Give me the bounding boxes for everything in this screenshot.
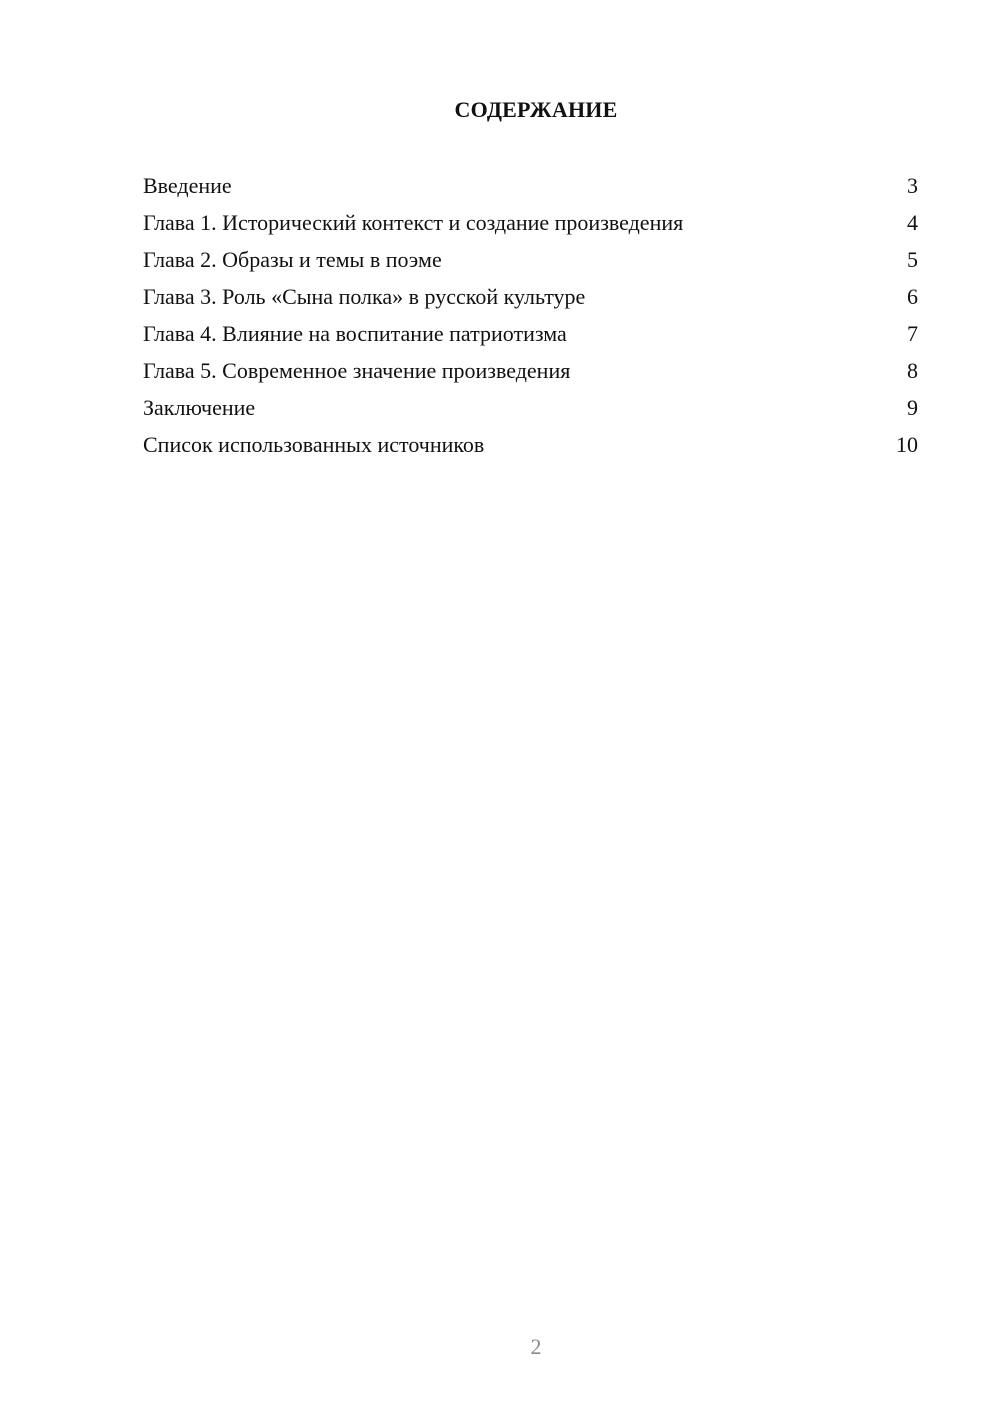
toc-entry-introduction [143,167,918,204]
toc-entry-page: 9 [907,395,918,420]
toc-entry-page: 8 [907,358,918,383]
page-number: 2 [530,1334,542,1359]
toc-entry-references [143,426,918,463]
toc-entry-label: Глава 1. Исторический контекст и создание произведения [143,210,684,235]
table-of-contents [143,167,918,463]
toc-entry-conclusion [143,389,918,426]
toc-entry-label: Список использованных источников [143,432,485,457]
toc-entry-label: Глава 5. Современное значение произведения [143,358,571,383]
toc-entry-label: Глава 3. Роль «Сына полка» в русской культуре [143,284,586,309]
toc-entry-label: Глава 2. Образы и темы в поэме [143,247,442,272]
toc-entry-chapter-4 [143,315,918,352]
toc-entry-page: 6 [907,284,918,309]
toc-entry-page: 7 [907,321,918,346]
toc-entry-chapter-5 [143,352,918,389]
toc-title: СОДЕРЖАНИЕ [454,97,618,122]
toc-entry-page: 3 [907,173,918,198]
toc-entry-chapter-2 [143,241,918,278]
toc-entry-label: Введение [143,173,232,198]
toc-entry-chapter-1 [143,204,918,241]
toc-entry-page: 10 [896,432,918,457]
toc-entry-page: 4 [907,210,918,235]
toc-entry-label: Заключение [143,395,256,420]
toc-entry-label: Глава 4. Влияние на воспитание патриотизма [143,321,567,346]
toc-entry-page: 5 [907,247,918,272]
toc-entry-chapter-3 [143,278,918,315]
